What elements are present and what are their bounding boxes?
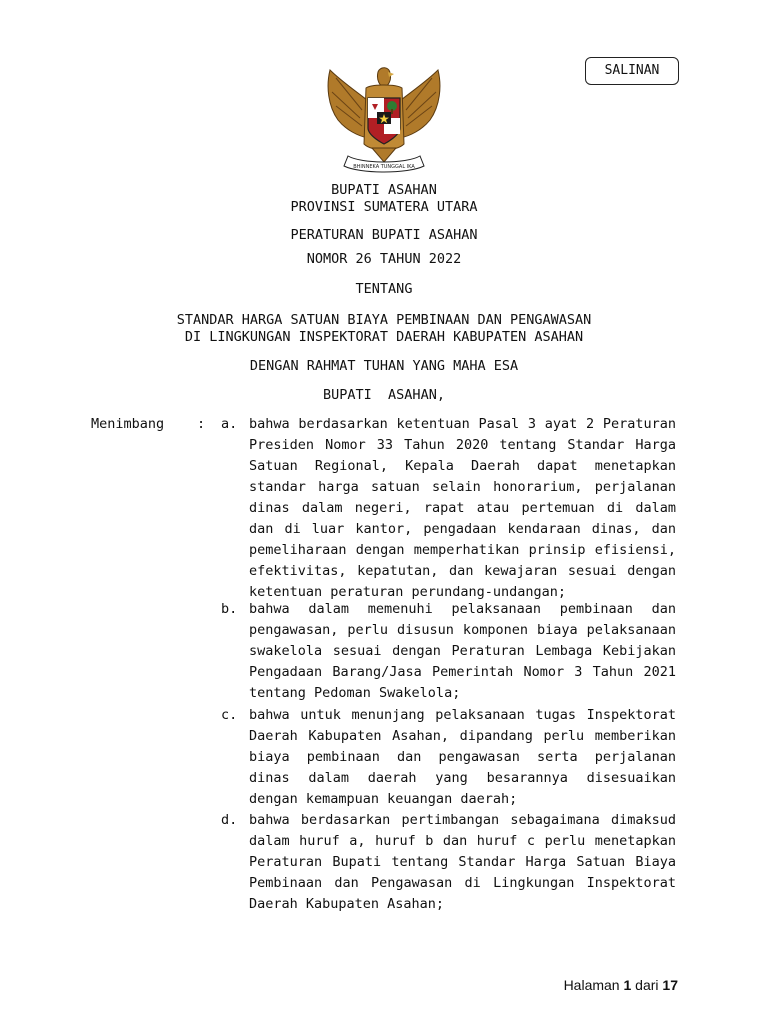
page-total: 17 <box>662 977 678 993</box>
page-prefix: Halaman <box>563 977 620 993</box>
considering-label: Menimbang <box>91 416 165 432</box>
issuer-heading: BUPATI ASAHAN, <box>323 387 445 403</box>
garuda-emblem-icon <box>322 64 446 178</box>
province-title: PROVINSI SUMATERA UTARA <box>290 199 478 215</box>
item-letter-b: b. <box>221 601 238 617</box>
consideration-b: bahwa dalam memenuhi pelaksanaan pembinaan dan pengawasan, perlu disusun komponen biaya pelaksanaan swakelola sesuai dengan Peraturan Lembaga Kebijakan Pengadaan Barang/Jasa Pemerintah Nomor 3 Tahun 2021 tentang Pedoman Swakelola; <box>249 601 676 701</box>
item-letter-d: d. <box>221 812 238 828</box>
consideration-d: bahwa berdasarkan pertimbangan sebagaimana dimaksud dalam huruf a, huruf b dan huruf c perlu menetapkan Peraturan Bupati tentang Standar Harga Satuan Biaya Pembinaan dan Pengawasan di Lingkungan Inspektorat Daerah Kabupaten Asahan; <box>249 812 676 912</box>
subject-label: TENTANG <box>355 281 413 297</box>
page-middle: dari <box>635 977 659 993</box>
page-current: 1 <box>623 977 632 993</box>
subject-line-1: STANDAR HARGA SATUAN BIAYA PEMBINAAN DAN PENGAWASAN <box>176 312 592 328</box>
subject-line-2: DI LINGKUNGAN INSPEKTORAT DAERAH KABUPATEN ASAHAN <box>184 329 584 345</box>
item-letter-a: a. <box>221 416 238 432</box>
invocation: DENGAN RAHMAT TUHAN YANG MAHA ESA <box>249 358 519 374</box>
emblem-motto: BHINNEKA TUNGGAL IKA <box>353 164 415 170</box>
item-letter-c: c. <box>221 707 238 723</box>
consideration-a: bahwa berdasarkan ketentuan Pasal 3 ayat 2 Peraturan Presiden Nomor 33 Tahun 2020 tentang Standar Harga Satuan Regional, Kepala Daerah dapat menetapkan standar harga satuan selain honorarium, perjalanan dinas dalam negeri, rapat atau pertemuan di dalam dan di luar kantor, pengadaan kendaraan dinas, dan pemeliharaan dengan memperhatikan prinsip efisiensi, efektivitas, kepatutan, dan kewajaran sesuai dengan ketentuan peraturan perundang-undangan; <box>249 416 676 600</box>
consideration-c: bahwa untuk menunjang pelaksanaan tugas Inspektorat Daerah Kabupaten Asahan, dipandang perlu memberikan biaya pembinaan dan pengawasan serta perjalanan dinas dalam daerah yang besarannya disesuaikan dengan kemampuan keuangan daerah; <box>249 707 676 807</box>
regent-title: BUPATI ASAHAN <box>331 182 437 198</box>
regulation-number: NOMOR 26 TAHUN 2022 <box>306 251 462 267</box>
page-indicator <box>564 977 678 993</box>
salinan-stamp: SALINAN <box>585 57 679 85</box>
regulation-title: PERATURAN BUPATI ASAHAN <box>290 227 478 243</box>
considering-colon: : <box>197 416 206 432</box>
